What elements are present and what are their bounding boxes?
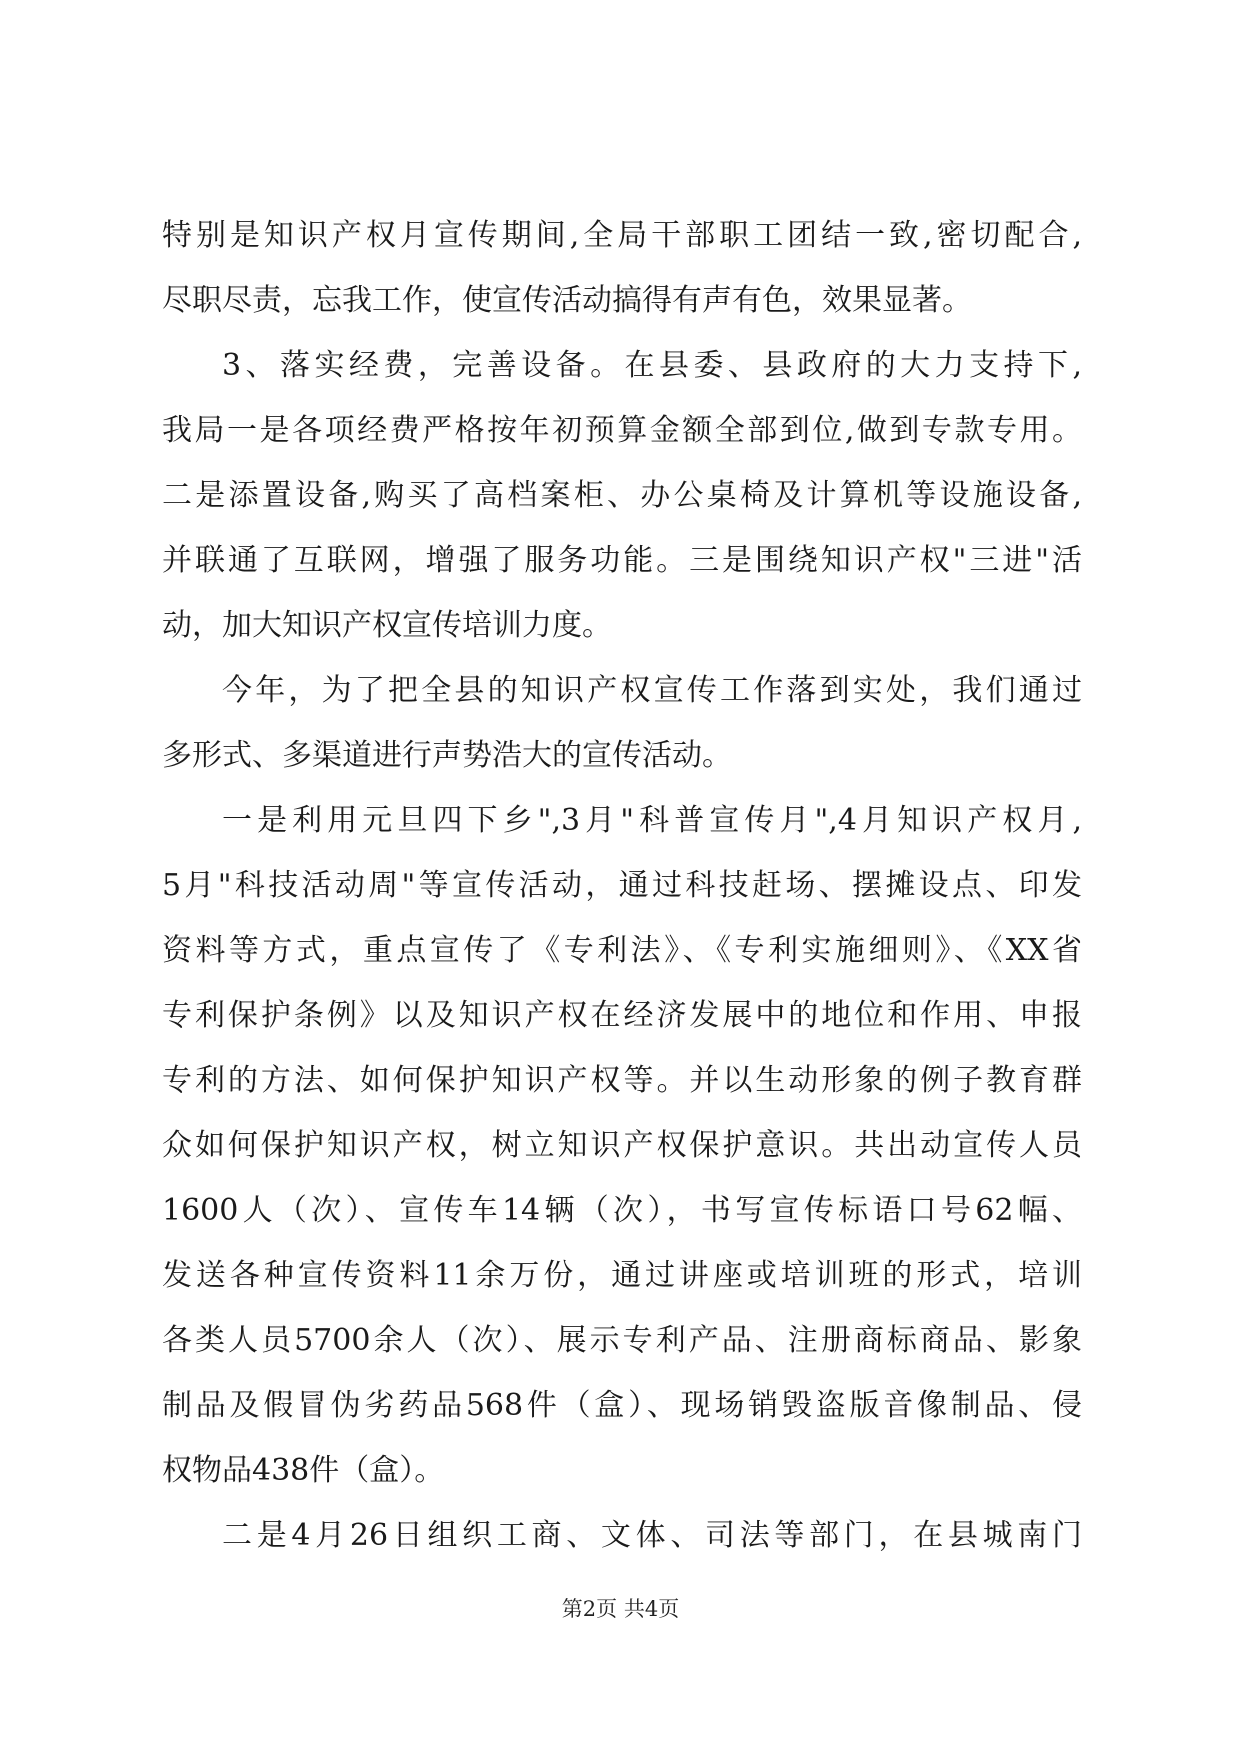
text-line: 特别是知识产权月宣传期间,全局干部职工团结一致,密切配合, <box>162 218 1082 253</box>
text-line: 二是4月26日组织工商、文体、司法等部门，在县城南门 <box>222 1518 1082 1553</box>
text-line: 尽职尽责，忘我工作，使宣传活动搞得有声有色，效果显著。 <box>162 283 972 318</box>
text-line: 3、落实经费，完善设备。在县委、县政府的大力支持下, <box>222 348 1082 383</box>
text-line: 资料等方式，重点宣传了《专利法》、《专利实施细则》、《XX省 <box>162 933 1082 968</box>
text-line: 我局一是各项经费严格按年初预算金额全部到位,做到专款专用。 <box>162 413 1082 448</box>
text-line: 制品及假冒伪劣药品568件（盒）、现场销毁盗版音像制品、侵 <box>162 1388 1082 1423</box>
text-line: 5月"科技活动周"等宣传活动，通过科技赶场、摆摊设点、印发 <box>162 868 1082 903</box>
text-line: 发送各种宣传资料11余万份，通过讲座或培训班的形式，培训 <box>162 1258 1082 1293</box>
text-line: 众如何保护知识产权，树立知识产权保护意识。共出动宣传人员 <box>162 1128 1082 1163</box>
text-line: 并联通了互联网，增强了服务功能。三是围绕知识产权"三进"活 <box>162 543 1082 578</box>
text-line: 动，加大知识产权宣传培训力度。 <box>162 608 612 643</box>
text-line: 二是添置设备,购买了高档案柜、办公桌椅及计算机等设施设备, <box>162 478 1082 513</box>
text-line: 1600人（次）、宣传车14辆（次），书写宣传标语口号62幅、 <box>162 1193 1082 1228</box>
text-line: 多形式、多渠道进行声势浩大的宣传活动。 <box>162 738 732 773</box>
page-footer: 第2页 共4页 <box>561 1597 680 1621</box>
text-line: 一是利用元旦四下乡",3月"科普宣传月",4月知识产权月, <box>222 803 1082 838</box>
text-line: 今年，为了把全县的知识产权宣传工作落到实处，我们通过 <box>222 673 1082 708</box>
text-line: 权物品438件（盒）。 <box>162 1453 445 1488</box>
text-line: 各类人员5700余人（次）、展示专利产品、注册商标商品、影象 <box>162 1323 1082 1358</box>
document-body <box>162 203 1082 1568</box>
text-line: 专利保护条例》以及知识产权在经济发展中的地位和作用、申报 <box>162 998 1082 1033</box>
text-line: 专利的方法、如何保护知识产权等。并以生动形象的例子教育群 <box>162 1063 1082 1098</box>
